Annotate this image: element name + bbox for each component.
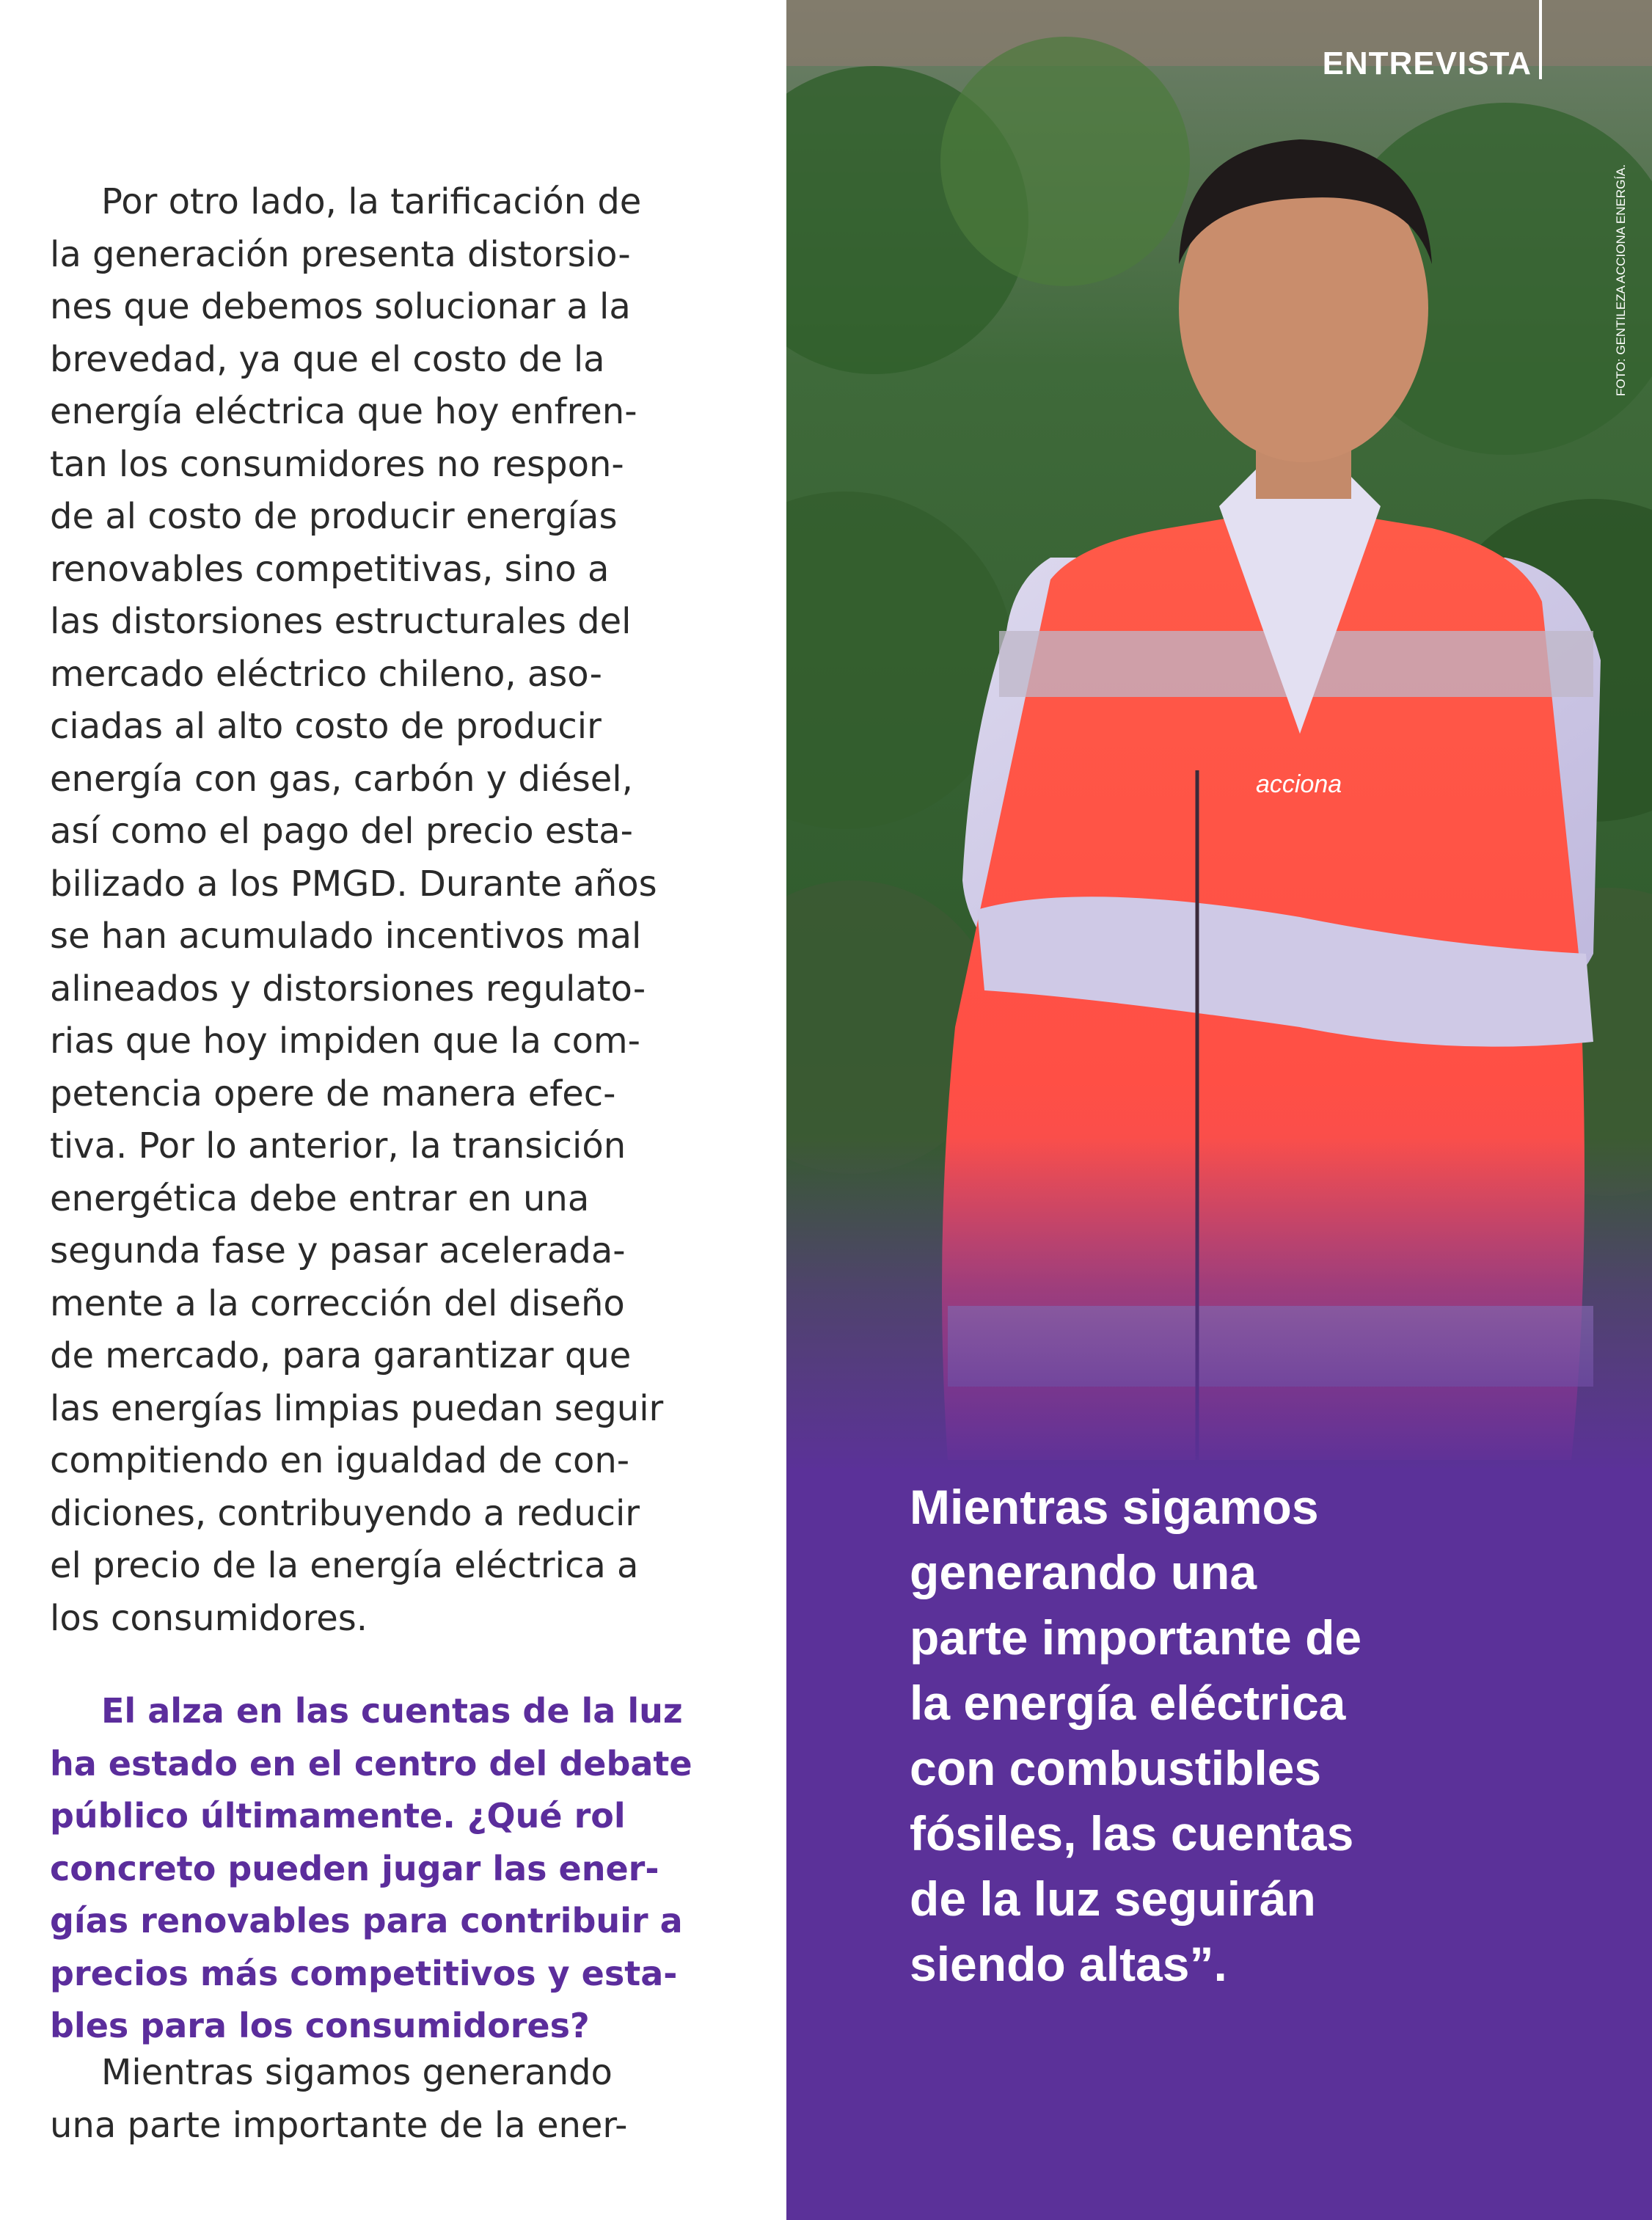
- interview-question-text: El alza en las cuentas de la luz ha estado en el centro del debate público últimamente. ¿Qué rol concreto pueden jugar las ener- gías renovables para contribuir a precios más competitivos y esta- bles para los consumidores?: [50, 1691, 692, 2045]
- body-paragraph-text: Por otro lado, la tarificación de la generación presenta distorsio- nes que debemos solucionar a la brevedad, ya que el costo de la energía eléctrica que hoy enfren- tan los consumidores no respon- de al costo de producir energías renovables competitivas, sino a las distorsiones estructurales del mercado eléctrico chileno, aso- ciadas al alto costo de producir energía con gas, carbón y diésel, así como el pago del precio esta- bilizado a los PMGD. Durante años se han acumulado incentivos mal alineados y distorsiones regulato- rias que hoy impiden que la com- petencia opere de manera efec- tiva. Por lo anterior, la transición energética debe entrar en una segunda fase y pasar acelerada- mente a la corrección del diseño de mercado, para garantizar que las energías limpias puedan seguir compitiendo en igualdad de con- diciones, contribuyendo a reducir el precio de la energía eléctrica a los consumidores.: [50, 181, 664, 1639]
- article-text-column: [0, 0, 786, 2220]
- photo-fade-overlay: [786, 1137, 1652, 1475]
- vest-logo-text: acciona: [1256, 770, 1342, 798]
- section-label-rule: [1539, 0, 1542, 79]
- pull-quote: Mientras sigamos generando una parte importante de la energía eléctrica con combustibles fósiles, las cuentas de la luz seguirán siendo altas”.: [910, 1480, 1362, 1991]
- interview-question: [50, 1685, 739, 2053]
- photo-panel: [786, 0, 1652, 2220]
- section-label: ENTREVISTA: [1322, 45, 1532, 81]
- answer-paragraph-text: Mientras sigamos generando una parte importante de la ener-: [50, 2052, 628, 2146]
- photo-credit: FOTO: GENTILEZA ACCIONA ENERGÍA.: [1614, 164, 1628, 396]
- body-paragraph: [50, 176, 739, 1645]
- answer-paragraph: [50, 2047, 739, 2152]
